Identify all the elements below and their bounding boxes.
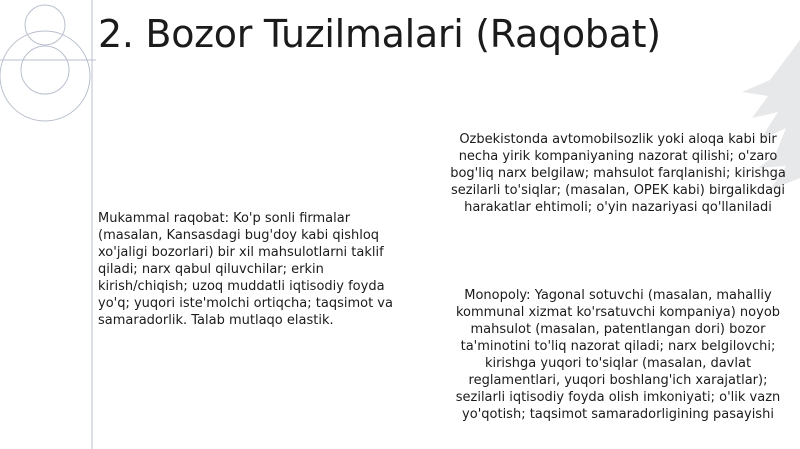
oligopoly-text: Ozbekistonda avtomobilsozlik yoki aloqa kabi bir necha yirik kompaniyaning nazorat qilishi; o'zaro bog'liq narx belgilaw; mahsulot farqlanishi; kirishga sezilarli to'siqlar; (masalan, OPEK kabi) birgalikdagi harakatlar ehtimoli; o'yin nazariyasi qo'llaniladi: [450, 132, 786, 215]
monopoly-text: Monopoly: Yagonal sotuvchi (masalan, mahalliy kommunal xizmat ko'rsatuvchi kompaniya) noyob mahsulot (masalan, patentlangan dori) bozor ta'minotini to'liq nazorat qiladi; narx belgilovchi; kirishga yuqori to'siqlar (masalan, davlat reglamentlari, yuqori boshlang'ich xarajatlar); sezilarli iqtisodiy foyda olish imkoniyati; o'lik vazn yo'qotish; taqsimot samaradorligining pasayishi: [455, 288, 781, 422]
slide-title: 2. Bozor Tuzilmalari (Raqobat): [98, 12, 661, 56]
medium-circle-outline: [21, 46, 69, 94]
small-circle-outline: [25, 5, 65, 45]
perfect-competition-text: Mukammal raqobat: Ko'p sonli firmalar (masalan, Kansasdagi bug'doy kabi qishloq xo'jaligi bozorlari) bir xil mahsulotlarni taklif qiladi; narx qabul qiluvchilar; erkin kirish/chiqish; uzoq muddatli iqtisodiy foyda yo'q; yuqori iste'molchi ortiqcha; taqsimot va samaradorlik. Talab mutlaqo elastik.: [98, 211, 393, 328]
